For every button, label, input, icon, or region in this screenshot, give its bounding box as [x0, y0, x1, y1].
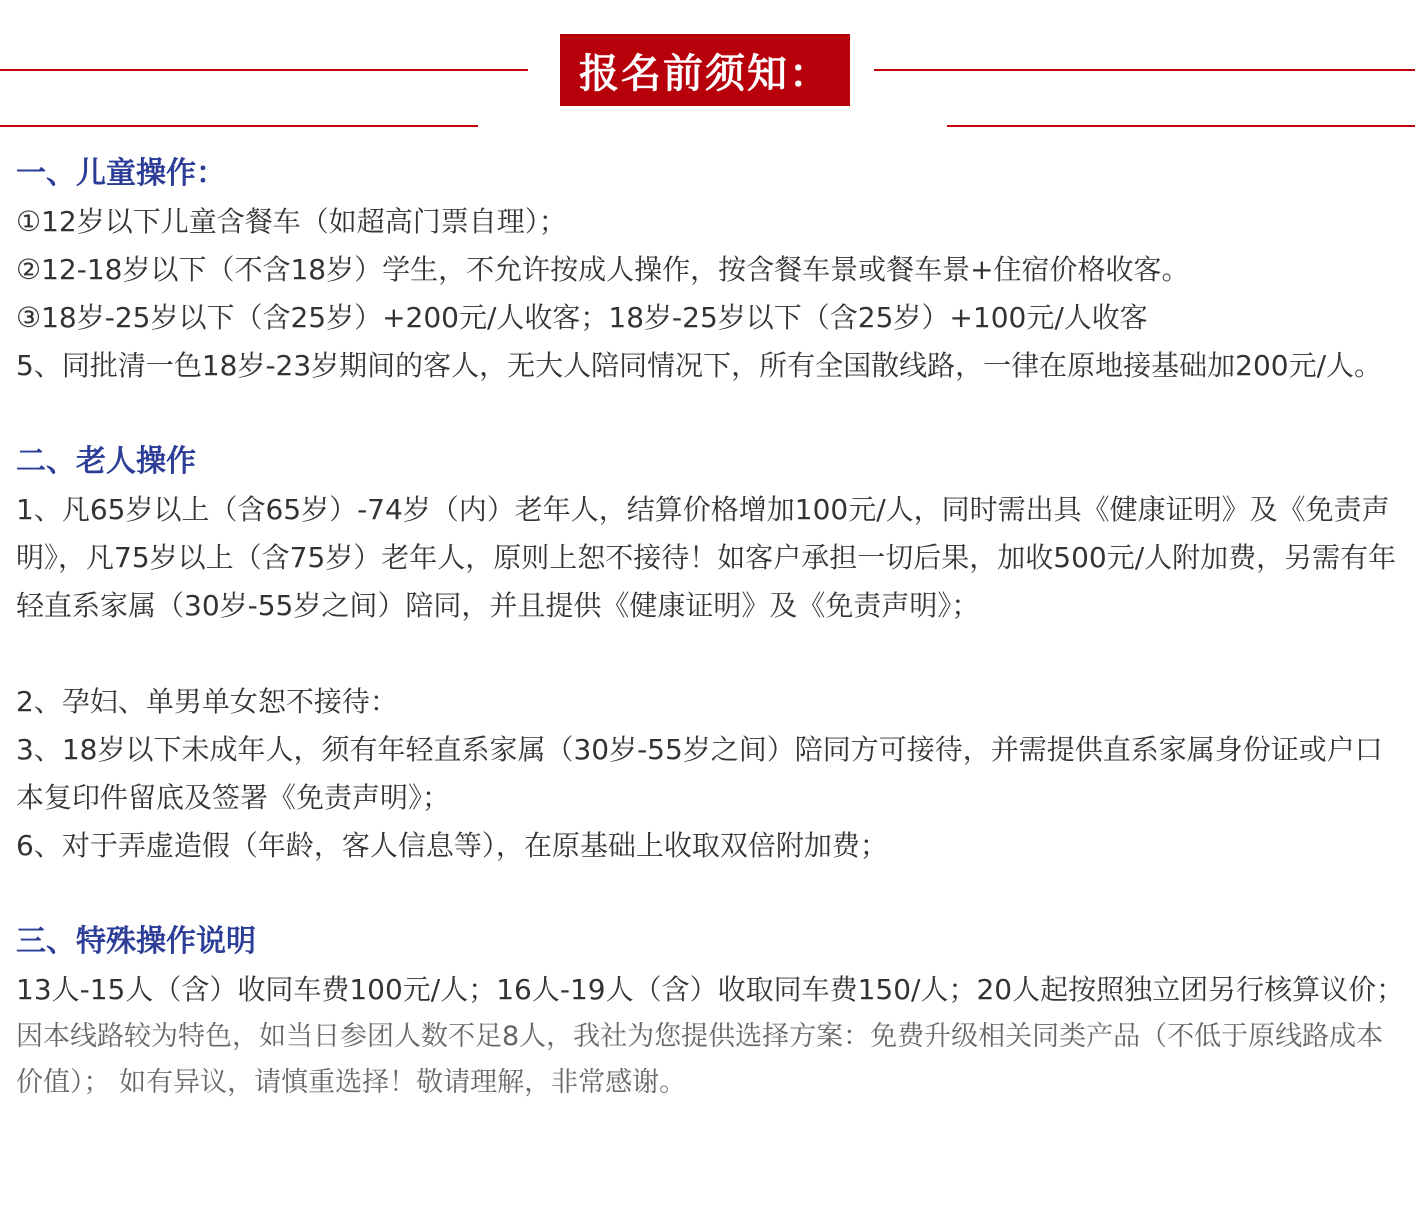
decorative-rule-bottom-right — [947, 125, 1415, 127]
paragraph: ③18岁-25岁以下（含25岁）+200元/人收客；18岁-25岁以下（含25岁）+100元/人收客 — [16, 301, 1148, 334]
note-paragraph: 因本线路较为特色，如当日参团人数不足8人，我社为您提供选择方案：免费升级相关同类产品（不低于原线路成本价值）； 如有异议，请慎重选择！敬请理解，非常感谢。 — [16, 1021, 1384, 1098]
decorative-rule-top-right — [874, 69, 1415, 71]
notice-banner-title: 报名前须知： — [560, 34, 850, 106]
section-heading: 一、儿童操作： — [16, 156, 226, 191]
paragraph: 3、18岁以下未成年人，须有年轻直系家属（30岁-55岁之间）陪同方可接待，并需提供直系家属身份证或户口本复印件留底及签署《免责声明》； — [16, 733, 1383, 814]
paragraph-spacer — [16, 630, 1408, 678]
section-special — [16, 918, 1408, 1106]
notice-content — [16, 150, 1408, 1106]
paragraph: ①12岁以下儿童含餐车（如超高门票自理）； — [16, 205, 567, 238]
decorative-rule-bottom-left — [0, 125, 478, 127]
paragraph: 5、同批清一色18岁-23岁期间的客人，无大人陪同情况下，所有全国散线路，一律在原地接基础加200元/人。 — [16, 349, 1383, 382]
section-heading: 三、特殊操作说明 — [16, 924, 256, 959]
paragraph: 2、孕妇、单男单女恕不接待： — [16, 685, 398, 718]
paragraph: 1、凡65岁以上（含65岁）-74岁（内）老年人，结算价格增加100元/人，同时需出具《健康证明》及《免责声明》，凡75岁以上（含75岁）老年人，原则上恕不接待！如客户承担一切后果，加收500元/人附加费，另需有年轻直系家属（30岁-55岁之间）陪同，并且提供《健康证明》及《免责声明》； — [16, 493, 1397, 622]
decorative-rule-top-left — [0, 69, 528, 71]
section-heading: 二、老人操作 — [16, 444, 196, 479]
section-children — [16, 150, 1408, 390]
section-elderly — [16, 438, 1408, 870]
paragraph: ②12-18岁以下（不含18岁）学生，不允许按成人操作，按含餐车景或餐车景+住宿价格收客。 — [16, 253, 1190, 286]
paragraph: 13人-15人（含）收同车费100元/人；16人-19人（含）收取同车费150/人；20人起按照独立团另行核算议价； — [16, 973, 1405, 1006]
paragraph: 6、对于弄虚造假（年龄，客人信息等），在原基础上收取双倍附加费； — [16, 829, 888, 862]
